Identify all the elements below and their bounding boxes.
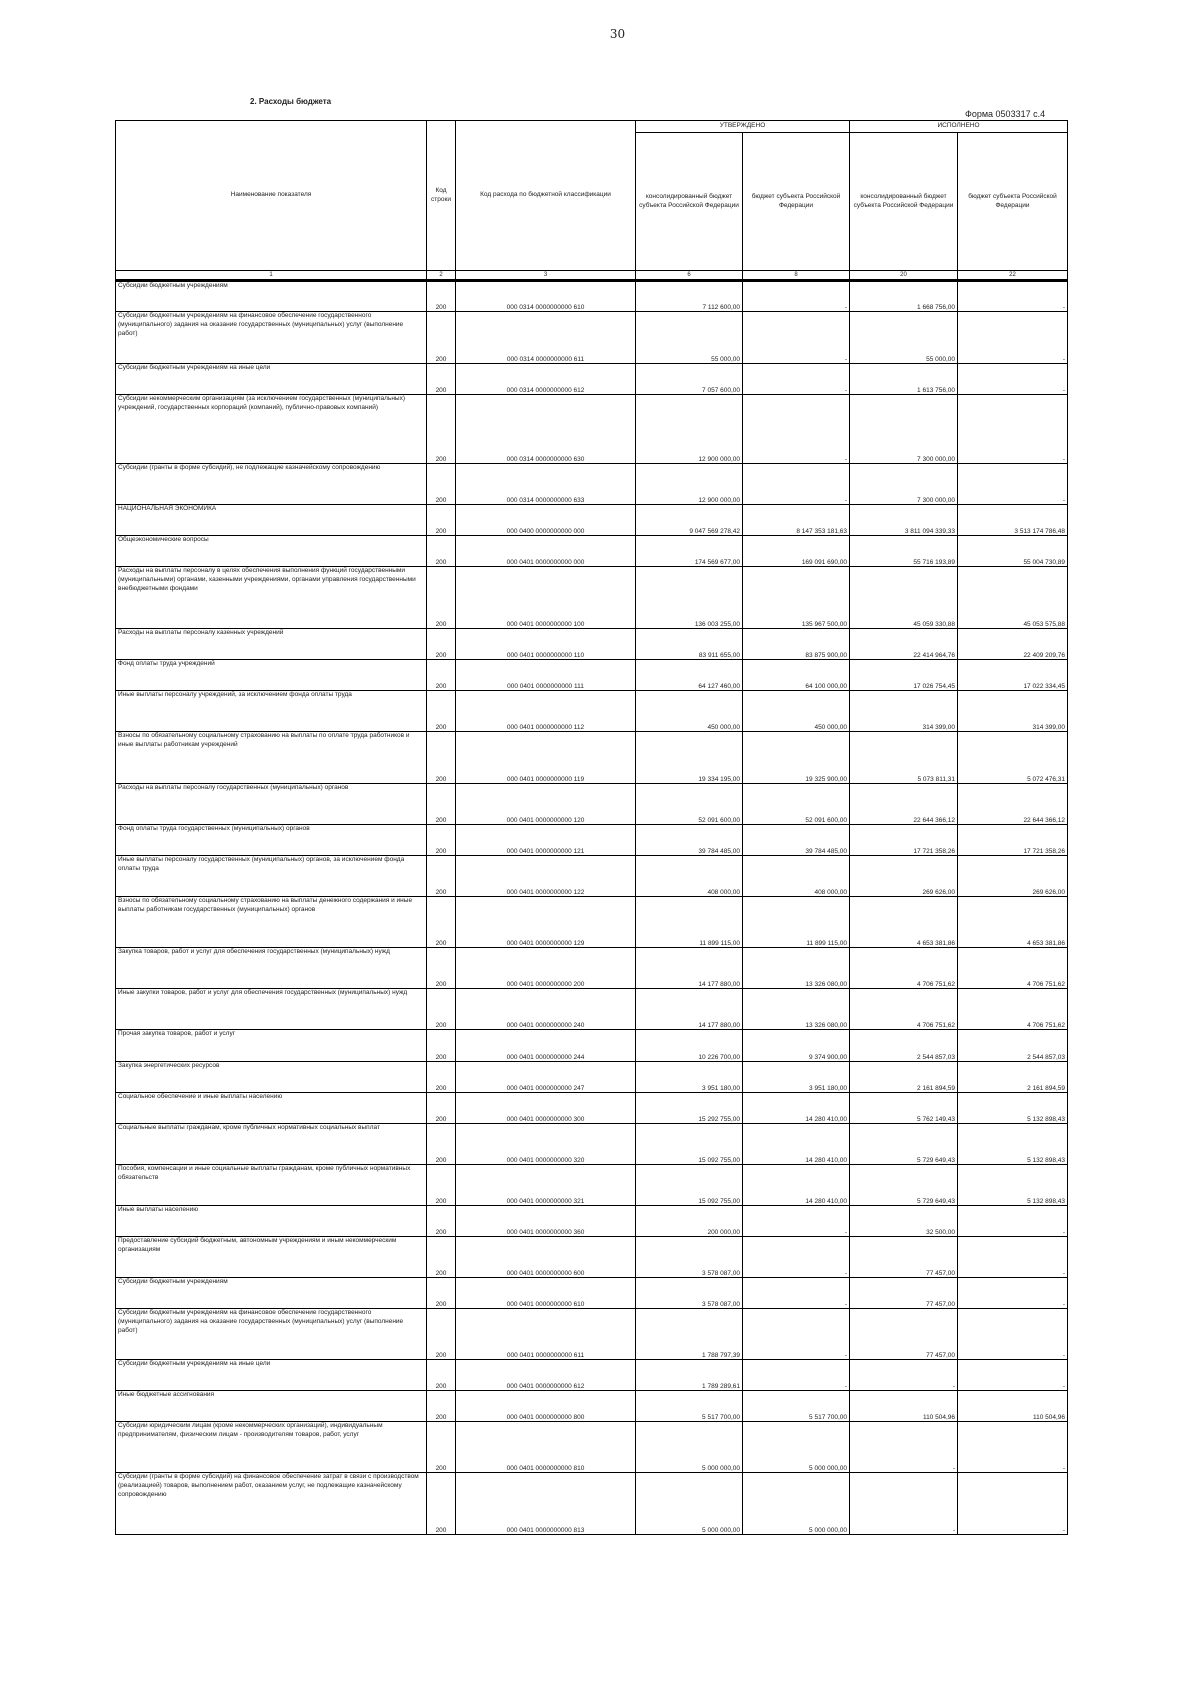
budget-class-code: 000 0401 0000000000 200 — [456, 948, 636, 989]
executed-consolidated: 77 457,00 — [850, 1237, 958, 1278]
executed-consolidated: 7 300 000,00 — [850, 395, 958, 464]
line-code: 200 — [427, 1360, 456, 1391]
table-row — [116, 825, 1068, 856]
approved-subject: 169 091 690,00 — [743, 536, 850, 567]
table-row — [116, 1124, 1068, 1165]
table-row — [116, 1391, 1068, 1422]
approved-consolidated: 3 951 180,00 — [636, 1062, 743, 1093]
executed-consolidated: 55 716 193,89 — [850, 536, 958, 567]
executed-consolidated: 314 399,00 — [850, 691, 958, 732]
budget-class-code: 000 0401 0000000000 240 — [456, 989, 636, 1030]
budget-class-code: 000 0401 0000000000 612 — [456, 1360, 636, 1391]
header-executed: ИСПОЛНЕНО — [850, 121, 1068, 133]
line-code: 200 — [427, 395, 456, 464]
budget-class-code: 000 0401 0000000000 120 — [456, 784, 636, 825]
indicator-name: Иные выплаты населению — [116, 1206, 427, 1237]
line-code: 200 — [427, 281, 456, 312]
approved-subject: 11 899 115,00 — [743, 897, 850, 948]
budget-class-code: 000 0401 0000000000 320 — [456, 1124, 636, 1165]
line-code: 200 — [427, 825, 456, 856]
line-code: 200 — [427, 1422, 456, 1473]
budget-class-code: 000 0401 0000000000 110 — [456, 629, 636, 660]
indicator-name: Расходы на выплаты персоналу казенных учреждений — [116, 629, 427, 660]
executed-consolidated: 22 644 366,12 — [850, 784, 958, 825]
budget-class-code: 000 0401 0000000000 244 — [456, 1030, 636, 1062]
table-row — [116, 464, 1068, 505]
executed-consolidated: 5 073 811,31 — [850, 732, 958, 784]
executed-consolidated: 1 668 756,00 — [850, 281, 958, 312]
approved-consolidated: 83 911 655,00 — [636, 629, 743, 660]
approved-subject: 408 000,00 — [743, 856, 850, 897]
approved-consolidated: 14 177 880,00 — [636, 989, 743, 1030]
approved-subject: 5 000 000,00 — [743, 1473, 850, 1535]
executed-subject: - — [958, 281, 1068, 312]
indicator-name: Фонд оплаты труда государственных (муниципальных) органов — [116, 825, 427, 856]
line-code: 200 — [427, 464, 456, 505]
approved-subject: 52 091 600,00 — [743, 784, 850, 825]
executed-subject: - — [958, 1473, 1068, 1535]
budget-class-code: 000 0401 0000000000 000 — [456, 536, 636, 567]
executed-consolidated: - — [850, 1422, 958, 1473]
header-class-code: Код расхода по бюджетной классификации — [456, 121, 636, 271]
budget-class-code: 000 0401 0000000000 810 — [456, 1422, 636, 1473]
approved-consolidated: 5 000 000,00 — [636, 1473, 743, 1535]
approved-consolidated: 19 334 195,00 — [636, 732, 743, 784]
executed-subject: - — [958, 464, 1068, 505]
budget-class-code: 000 0314 0000000000 612 — [456, 364, 636, 395]
executed-consolidated: 3 811 094 339,33 — [850, 505, 958, 536]
indicator-name: Субсидии некоммерческим организациям (за исключением государственных (муниципальных) учреждений, государственных корпораций (компаний), публично-правовых компаний) — [116, 395, 427, 464]
budget-class-code: 000 0400 0000000000 000 — [456, 505, 636, 536]
approved-consolidated: 12 900 000,00 — [636, 464, 743, 505]
table-row — [116, 1165, 1068, 1206]
executed-subject: - — [958, 1360, 1068, 1391]
approved-consolidated: 1 789 289,61 — [636, 1360, 743, 1391]
header-name: Наименование показателя — [116, 121, 427, 271]
line-code: 200 — [427, 691, 456, 732]
approved-subject: - — [743, 1237, 850, 1278]
indicator-name: Расходы на выплаты персоналу в целях обеспечения выполнения функций государственными (муниципальными) органами, казенными учреждениями, органами управления государственными внебюджетными фондами — [116, 567, 427, 629]
executed-subject: 110 504,96 — [958, 1391, 1068, 1422]
approved-consolidated: 15 292 755,00 — [636, 1093, 743, 1124]
approved-consolidated: 9 047 569 278,42 — [636, 505, 743, 536]
table-row — [116, 1237, 1068, 1278]
header-executed-subject: бюджет субъекта Российской Федерации — [958, 133, 1068, 271]
executed-subject: - — [958, 1278, 1068, 1309]
table-row — [116, 395, 1068, 464]
executed-subject: 22 409 209,76 — [958, 629, 1068, 660]
approved-consolidated: 10 226 700,00 — [636, 1030, 743, 1062]
table-row — [116, 784, 1068, 825]
executed-subject: 5 132 898,43 — [958, 1124, 1068, 1165]
header-approved: УТВЕРЖДЕНО — [636, 121, 850, 133]
table-row — [116, 567, 1068, 629]
line-code: 200 — [427, 1030, 456, 1062]
budget-class-code: 000 0314 0000000000 611 — [456, 312, 636, 364]
indicator-name: Иные выплаты персоналу государственных (муниципальных) органов, за исключением фонда оплаты труда — [116, 856, 427, 897]
executed-consolidated: 1 613 756,00 — [850, 364, 958, 395]
executed-subject: 2 544 857,03 — [958, 1030, 1068, 1062]
budget-class-code: 000 0401 0000000000 111 — [456, 660, 636, 691]
budget-class-code: 000 0401 0000000000 300 — [456, 1093, 636, 1124]
executed-subject: - — [958, 312, 1068, 364]
line-code: 200 — [427, 1093, 456, 1124]
approved-consolidated: 52 091 600,00 — [636, 784, 743, 825]
approved-consolidated: 200 000,00 — [636, 1206, 743, 1237]
approved-subject: - — [743, 312, 850, 364]
line-code: 200 — [427, 660, 456, 691]
approved-consolidated: 7 057 600,00 — [636, 364, 743, 395]
approved-subject: 83 875 900,00 — [743, 629, 850, 660]
indicator-name: Иные бюджетные ассигнования — [116, 1391, 427, 1422]
approved-subject: - — [743, 1278, 850, 1309]
indicator-name: Взносы по обязательному социальному страхованию на выплаты денежного содержания и иные выплаты работникам государственных (муниципальных) органов — [116, 897, 427, 948]
budget-class-code: 000 0314 0000000000 630 — [456, 395, 636, 464]
executed-consolidated: - — [850, 1473, 958, 1535]
line-code: 200 — [427, 989, 456, 1030]
approved-consolidated: 12 900 000,00 — [636, 395, 743, 464]
budget-class-code: 000 0401 0000000000 247 — [456, 1062, 636, 1093]
indicator-name: Фонд оплаты труда учреждений — [116, 660, 427, 691]
approved-consolidated: 7 112 600,00 — [636, 281, 743, 312]
approved-consolidated: 174 569 677,00 — [636, 536, 743, 567]
approved-consolidated: 136 003 255,00 — [636, 567, 743, 629]
line-code: 200 — [427, 1124, 456, 1165]
table-row — [116, 732, 1068, 784]
section-title: 2. Расходы бюджета — [250, 97, 332, 106]
approved-consolidated: 11 899 115,00 — [636, 897, 743, 948]
approved-consolidated: 5 000 000,00 — [636, 1422, 743, 1473]
column-number: 8 — [743, 271, 850, 281]
table-row — [116, 281, 1068, 312]
budget-class-code: 000 0401 0000000000 610 — [456, 1278, 636, 1309]
line-code: 200 — [427, 856, 456, 897]
line-code: 200 — [427, 784, 456, 825]
budget-class-code: 000 0314 0000000000 610 — [456, 281, 636, 312]
indicator-name: Субсидии бюджетным учреждениям — [116, 1278, 427, 1309]
indicator-name: Субсидии (гранты в форме субсидий) на финансовое обеспечение затрат в связи с производством (реализацией) товаров, выполнением работ, оказанием услуг, не подлежащие казначейскому сопровождению — [116, 1473, 427, 1535]
executed-subject: 55 004 730,89 — [958, 536, 1068, 567]
executed-consolidated: 110 504,96 — [850, 1391, 958, 1422]
budget-class-code: 000 0401 0000000000 360 — [456, 1206, 636, 1237]
indicator-name: Иные выплаты персоналу учреждений, за исключением фонда оплаты труда — [116, 691, 427, 732]
executed-subject: - — [958, 1206, 1068, 1237]
table-row — [116, 1360, 1068, 1391]
approved-subject: 19 325 900,00 — [743, 732, 850, 784]
header-executed-consolidated: консолидированный бюджет субъекта Российской Федерации — [850, 133, 958, 271]
indicator-name: Расходы на выплаты персоналу государственных (муниципальных) органов — [116, 784, 427, 825]
approved-subject: - — [743, 1309, 850, 1360]
budget-class-code: 000 0401 0000000000 112 — [456, 691, 636, 732]
expenses-table — [115, 120, 1068, 1535]
executed-subject: 45 053 575,88 — [958, 567, 1068, 629]
line-code: 200 — [427, 629, 456, 660]
line-code: 200 — [427, 948, 456, 989]
executed-consolidated: 5 762 149,43 — [850, 1093, 958, 1124]
approved-subject: - — [743, 281, 850, 312]
table-row — [116, 1422, 1068, 1473]
indicator-name: Социальные выплаты гражданам, кроме публичных нормативных социальных выплат — [116, 1124, 427, 1165]
column-number: 6 — [636, 271, 743, 281]
approved-consolidated: 408 000,00 — [636, 856, 743, 897]
line-code: 200 — [427, 364, 456, 395]
indicator-name: Социальное обеспечение и иные выплаты населению — [116, 1093, 427, 1124]
approved-consolidated: 39 784 485,00 — [636, 825, 743, 856]
approved-consolidated: 3 578 087,00 — [636, 1278, 743, 1309]
approved-consolidated: 1 788 797,39 — [636, 1309, 743, 1360]
indicator-name: Субсидии бюджетным учреждениям — [116, 281, 427, 312]
executed-consolidated: 45 059 330,88 — [850, 567, 958, 629]
indicator-name: НАЦИОНАЛЬНАЯ ЭКОНОМИКА — [116, 505, 427, 536]
header-approved-consolidated: консолидированный бюджет субъекта Российской Федерации — [636, 133, 743, 271]
column-number: 2 — [427, 271, 456, 281]
table-row — [116, 536, 1068, 567]
executed-subject: 5 072 476,31 — [958, 732, 1068, 784]
column-number: 20 — [850, 271, 958, 281]
approved-subject: 39 784 485,00 — [743, 825, 850, 856]
executed-subject: - — [958, 395, 1068, 464]
table-body — [116, 281, 1068, 1535]
executed-consolidated: 32 500,00 — [850, 1206, 958, 1237]
executed-consolidated: 5 729 649,43 — [850, 1124, 958, 1165]
approved-consolidated: 15 092 755,00 — [636, 1124, 743, 1165]
table-row — [116, 629, 1068, 660]
executed-consolidated: 17 721 358,26 — [850, 825, 958, 856]
executed-consolidated: 77 457,00 — [850, 1309, 958, 1360]
line-code: 200 — [427, 732, 456, 784]
budget-class-code: 000 0401 0000000000 813 — [456, 1473, 636, 1535]
line-code: 200 — [427, 1278, 456, 1309]
executed-subject: 4 653 381,86 — [958, 897, 1068, 948]
executed-subject: - — [958, 1309, 1068, 1360]
executed-subject: - — [958, 364, 1068, 395]
table-row — [116, 660, 1068, 691]
indicator-name: Субсидии юридическим лицам (кроме некоммерческих организаций), индивидуальным предпринимателям, физическим лицам - производителям товаров, работ, услуг — [116, 1422, 427, 1473]
executed-subject: 3 513 174 786,48 — [958, 505, 1068, 536]
executed-consolidated: 17 026 754,45 — [850, 660, 958, 691]
table-row — [116, 505, 1068, 536]
approved-subject: - — [743, 464, 850, 505]
indicator-name: Предоставление субсидий бюджетным, автономным учреждениям и иным некоммерческим организациям — [116, 1237, 427, 1278]
table-row — [116, 1309, 1068, 1360]
approved-subject: - — [743, 1206, 850, 1237]
executed-subject: 4 706 751,62 — [958, 989, 1068, 1030]
indicator-name: Общеэкономические вопросы — [116, 536, 427, 567]
executed-consolidated: 4 653 381,86 — [850, 897, 958, 948]
indicator-name: Закупка энергетических ресурсов — [116, 1062, 427, 1093]
budget-class-code: 000 0401 0000000000 100 — [456, 567, 636, 629]
executed-subject: 4 706 751,62 — [958, 948, 1068, 989]
line-code: 200 — [427, 1309, 456, 1360]
indicator-name: Пособия, компенсации и иные социальные выплаты гражданам, кроме публичных нормативных обязательств — [116, 1165, 427, 1206]
approved-consolidated: 3 578 087,00 — [636, 1237, 743, 1278]
table-row — [116, 1030, 1068, 1062]
executed-consolidated: 269 626,00 — [850, 856, 958, 897]
approved-subject: 5 517 700,00 — [743, 1391, 850, 1422]
indicator-name: Прочая закупка товаров, работ и услуг — [116, 1030, 427, 1062]
table-row — [116, 1278, 1068, 1309]
approved-subject: - — [743, 395, 850, 464]
executed-consolidated: 22 414 964,76 — [850, 629, 958, 660]
approved-subject: 14 280 410,00 — [743, 1093, 850, 1124]
executed-consolidated: 77 457,00 — [850, 1278, 958, 1309]
executed-subject: 2 161 894,59 — [958, 1062, 1068, 1093]
budget-class-code: 000 0401 0000000000 121 — [456, 825, 636, 856]
approved-consolidated: 14 177 880,00 — [636, 948, 743, 989]
line-code: 200 — [427, 505, 456, 536]
executed-subject: 5 132 898,43 — [958, 1165, 1068, 1206]
approved-subject: 64 100 000,00 — [743, 660, 850, 691]
approved-subject: 14 280 410,00 — [743, 1165, 850, 1206]
line-code: 200 — [427, 1165, 456, 1206]
line-code: 200 — [427, 1237, 456, 1278]
header-approved-subject: бюджет субъекта Российской Федерации — [743, 133, 850, 271]
approved-consolidated: 450 000,00 — [636, 691, 743, 732]
line-code: 200 — [427, 567, 456, 629]
line-code: 200 — [427, 897, 456, 948]
table-row — [116, 312, 1068, 364]
column-number-row — [116, 271, 1068, 281]
table-row — [116, 1206, 1068, 1237]
column-number: 1 — [116, 271, 427, 281]
column-number: 3 — [456, 271, 636, 281]
table-row — [116, 897, 1068, 948]
executed-subject: 5 132 898,43 — [958, 1093, 1068, 1124]
executed-consolidated: 5 729 649,43 — [850, 1165, 958, 1206]
approved-consolidated: 64 127 460,00 — [636, 660, 743, 691]
executed-consolidated: 4 706 751,62 — [850, 948, 958, 989]
indicator-name: Взносы по обязательному социальному страхованию на выплаты по оплате труда работников и иные выплаты работникам учреждений — [116, 732, 427, 784]
approved-subject: 9 374 900,00 — [743, 1030, 850, 1062]
executed-consolidated: 4 706 751,62 — [850, 989, 958, 1030]
table-row — [116, 1093, 1068, 1124]
indicator-name: Субсидии бюджетным учреждениям на иные цели — [116, 364, 427, 395]
table-row — [116, 364, 1068, 395]
executed-consolidated: 55 000,00 — [850, 312, 958, 364]
budget-class-code: 000 0401 0000000000 611 — [456, 1309, 636, 1360]
table-row — [116, 948, 1068, 989]
indicator-name: Субсидии бюджетным учреждениям на финансовое обеспечение государственного (муниципального) задания на оказание государственных (муниципальных) услуг (выполнение работ) — [116, 1309, 427, 1360]
executed-subject: - — [958, 1237, 1068, 1278]
executed-subject: 17 022 334,45 — [958, 660, 1068, 691]
approved-subject: 14 280 410,00 — [743, 1124, 850, 1165]
page-number: 30 — [609, 27, 626, 41]
line-code: 200 — [427, 1391, 456, 1422]
approved-subject: 13 326 080,00 — [743, 948, 850, 989]
table-row — [116, 989, 1068, 1030]
budget-class-code: 000 0401 0000000000 129 — [456, 897, 636, 948]
indicator-name: Субсидии (гранты в форме субсидий), не подлежащие казначейскому сопровождению — [116, 464, 427, 505]
executed-subject: 314 399,00 — [958, 691, 1068, 732]
table-row — [116, 1062, 1068, 1093]
table-row — [116, 856, 1068, 897]
column-number: 22 — [958, 271, 1068, 281]
budget-class-code: 000 0401 0000000000 321 — [456, 1165, 636, 1206]
approved-subject: 13 326 080,00 — [743, 989, 850, 1030]
line-code: 200 — [427, 312, 456, 364]
approved-subject: - — [743, 364, 850, 395]
approved-subject: 3 951 180,00 — [743, 1062, 850, 1093]
approved-subject: 135 967 500,00 — [743, 567, 850, 629]
approved-subject: 5 000 000,00 — [743, 1422, 850, 1473]
approved-consolidated: 5 517 700,00 — [636, 1391, 743, 1422]
budget-class-code: 000 0401 0000000000 800 — [456, 1391, 636, 1422]
indicator-name: Субсидии бюджетным учреждениям на финансовое обеспечение государственного (муниципального) задания на оказание государственных (муниципальных) услуг (выполнение работ) — [116, 312, 427, 364]
approved-subject: 8 147 353 181,63 — [743, 505, 850, 536]
approved-subject: 450 000,00 — [743, 691, 850, 732]
indicator-name: Закупка товаров, работ и услуг для обеспечения государственных (муниципальных) нужд — [116, 948, 427, 989]
executed-consolidated: 7 300 000,00 — [850, 464, 958, 505]
approved-consolidated: 15 092 755,00 — [636, 1165, 743, 1206]
executed-subject: - — [958, 1422, 1068, 1473]
budget-class-code: 000 0401 0000000000 119 — [456, 732, 636, 784]
line-code: 200 — [427, 1206, 456, 1237]
table-row — [116, 1473, 1068, 1535]
line-code: 200 — [427, 1473, 456, 1535]
budget-class-code: 000 0401 0000000000 600 — [456, 1237, 636, 1278]
executed-subject: 22 644 366,12 — [958, 784, 1068, 825]
indicator-name: Иные закупки товаров, работ и услуг для обеспечения государственных (муниципальных) нужд — [116, 989, 427, 1030]
executed-consolidated: 2 544 857,03 — [850, 1030, 958, 1062]
header-line-code: Код строки — [427, 121, 456, 271]
executed-subject: 269 626,00 — [958, 856, 1068, 897]
table-row — [116, 691, 1068, 732]
executed-consolidated: - — [850, 1360, 958, 1391]
executed-consolidated: 2 161 894,59 — [850, 1062, 958, 1093]
line-code: 200 — [427, 1062, 456, 1093]
budget-class-code: 000 0401 0000000000 122 — [456, 856, 636, 897]
approved-consolidated: 55 000,00 — [636, 312, 743, 364]
approved-subject: - — [743, 1360, 850, 1391]
indicator-name: Субсидии бюджетным учреждениям на иные цели — [116, 1360, 427, 1391]
line-code: 200 — [427, 536, 456, 567]
budget-class-code: 000 0314 0000000000 633 — [456, 464, 636, 505]
form-label: Форма 0503317 с.4 — [965, 109, 1046, 119]
executed-subject: 17 721 358,26 — [958, 825, 1068, 856]
